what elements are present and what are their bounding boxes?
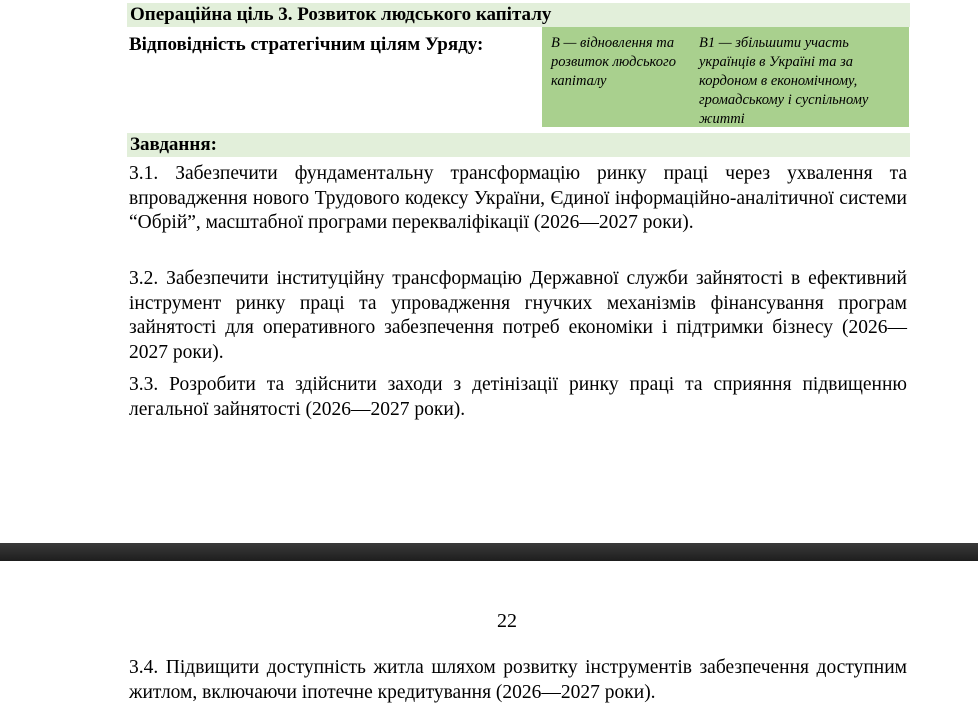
tasks-heading: Завдання:	[127, 133, 910, 157]
page-number: 22	[497, 610, 517, 632]
page-break-divider	[0, 543, 978, 561]
task-3-4: 3.4. Підвищити доступність житла шляхом розвитку інструментів забезпечення доступним житлом, включаючи іпотечне кредитування (2026—2027 роки).	[129, 657, 907, 703]
alignment-label: Відповідність стратегічним цілям Уряду:	[129, 34, 484, 55]
task-3-1: 3.1. Забезпечити фундаментальну трансформацію ринку праці через ухвалення та впровадження нового Трудового кодексу України, Єдиної інформаційно-аналітичної системи “Обрій”, масштабної програми перекваліфікації (2026—2027 роки).	[129, 163, 907, 233]
strategic-goal-b: В — відновлення та розвиток людського капіталу	[551, 35, 676, 89]
strategic-goal-b1: В1 — збільшити участь українців в Україні та за кордоном в економічному, громадському і суспільному житті	[699, 35, 869, 127]
alignment-box	[542, 27, 909, 127]
task-3-2: 3.2. Забезпечити інституційну трансформацію Державної служби зайнятості в ефективний інструмент ринку праці та упровадження гнучких механізмів фінансування програм зайнятості для оперативного забезпечення потреб економіки і підтримки бізнесу (2026—2027 роки).	[129, 268, 907, 363]
operational-goal-title: Операційна ціль 3. Розвиток людського капіталу	[127, 3, 910, 27]
task-3-3: 3.3. Розробити та здійснити заходи з детінізації ринку праці та сприяння підвищенню легальної зайнятості (2026—2027 роки).	[129, 374, 907, 420]
